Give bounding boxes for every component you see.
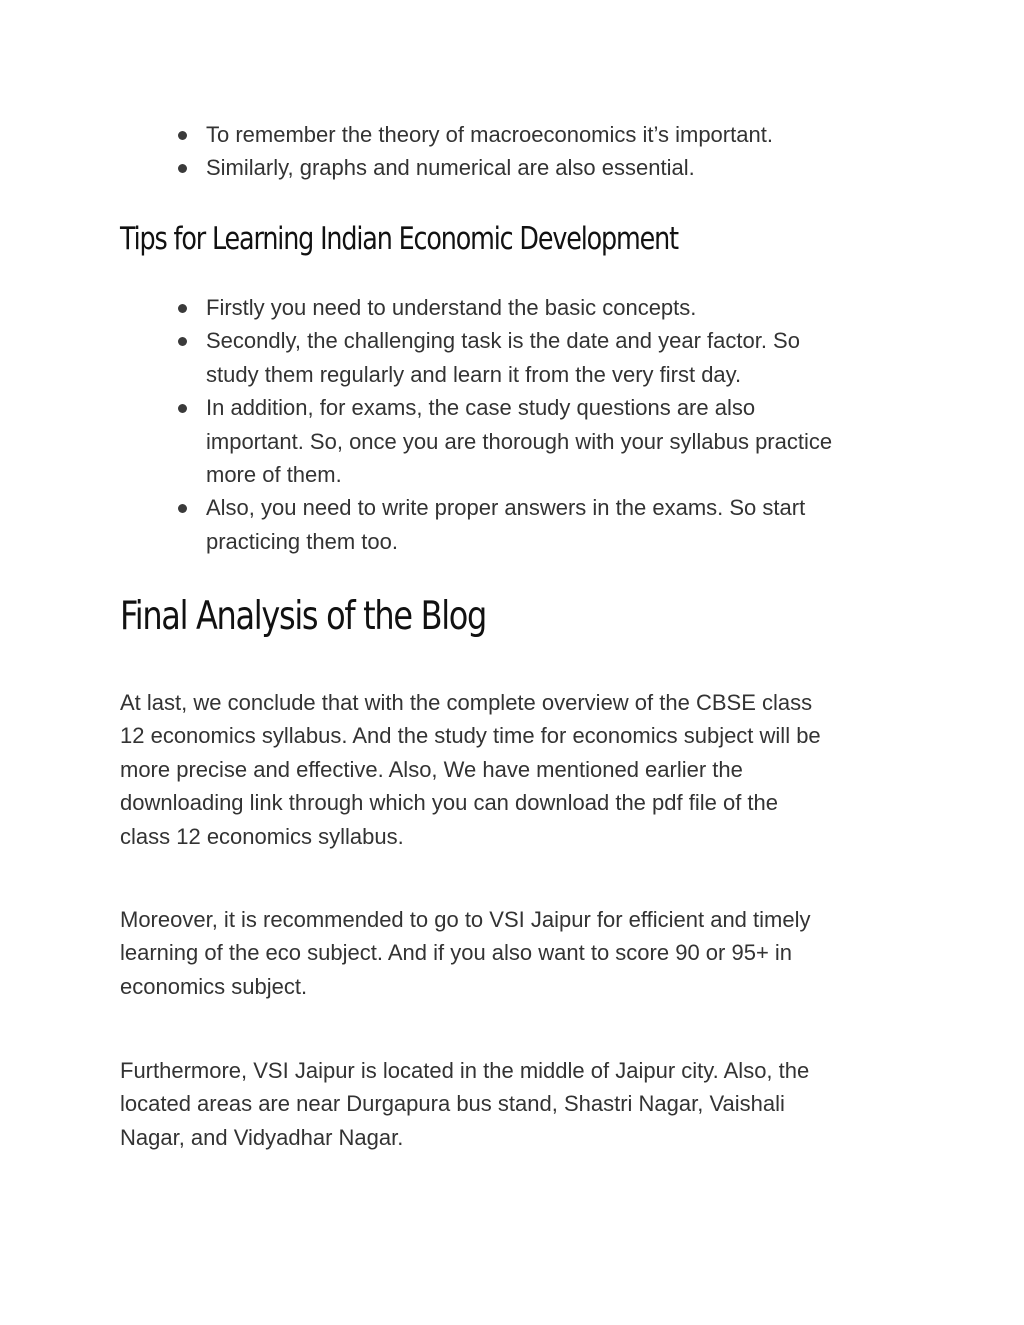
indian-economic-development-tips-list xyxy=(172,291,912,558)
list-item xyxy=(172,324,912,391)
paragraph-line: Nagar, and Vidyadhar Nagar. xyxy=(120,1124,404,1150)
paragraph-line: economics subject. xyxy=(120,973,308,999)
paragraph-line: learning of the eco subject. And if you also want to score 90 or 95+ in xyxy=(120,940,793,966)
paragraph-line: At last, we conclude that with the complete overview of the CBSE class xyxy=(120,690,813,715)
list-item-line: more of them. xyxy=(206,462,342,488)
list-item-line: important. So, once you are thorough with your syllabus practice xyxy=(206,428,833,454)
location-paragraph xyxy=(120,1054,910,1154)
bullet-icon xyxy=(178,164,187,173)
list-item-line: study them regularly and learn it from the very first day. xyxy=(206,361,742,387)
list-item-line: Also, you need to write proper answers in the exams. So start xyxy=(206,495,806,521)
list-item xyxy=(172,118,912,151)
list-item-line: Firstly you need to understand the basic concepts. xyxy=(206,295,697,320)
paragraph-line: more precise and effective. Also, We have mentioned earlier the xyxy=(120,756,743,782)
final-analysis-heading: Final Analysis of the Blog xyxy=(120,594,487,639)
list-item xyxy=(172,391,912,491)
list-item-line: practicing them too. xyxy=(206,528,398,554)
recommendation-paragraph xyxy=(120,903,910,1003)
conclusion-paragraph xyxy=(120,686,910,853)
bullet-icon xyxy=(178,337,187,346)
paragraph-line: Moreover, it is recommended to go to VSI Jaipur for efficient and timely xyxy=(120,907,811,932)
tips-heading: Tips for Learning Indian Economic Development xyxy=(120,221,678,257)
macroeconomics-tips-list xyxy=(172,118,912,185)
bullet-icon xyxy=(178,404,187,413)
paragraph-line: 12 economics syllabus. And the study time for economics subject will be xyxy=(120,723,821,749)
list-item-text: Similarly, graphs and numerical are also essential. xyxy=(206,155,695,181)
bullet-icon xyxy=(178,504,187,513)
paragraph-line: Furthermore, VSI Jaipur is located in the middle of Jaipur city. Also, the xyxy=(120,1058,810,1083)
list-item-line: Secondly, the challenging task is the date and year factor. So xyxy=(206,328,800,354)
bullet-icon xyxy=(178,304,187,313)
paragraph-line: located areas are near Durgapura bus stand, Shastri Nagar, Vaishali xyxy=(120,1091,785,1117)
list-item-text: To remember the theory of macroeconomics it’s important. xyxy=(206,122,773,147)
list-item xyxy=(172,151,912,184)
list-item-line: In addition, for exams, the case study questions are also xyxy=(206,395,756,421)
bullet-icon xyxy=(178,131,187,140)
list-item xyxy=(172,491,912,558)
paragraph-line: downloading link through which you can download the pdf file of the xyxy=(120,790,779,816)
list-item xyxy=(172,291,912,324)
paragraph-line: class 12 economics syllabus. xyxy=(120,823,404,849)
